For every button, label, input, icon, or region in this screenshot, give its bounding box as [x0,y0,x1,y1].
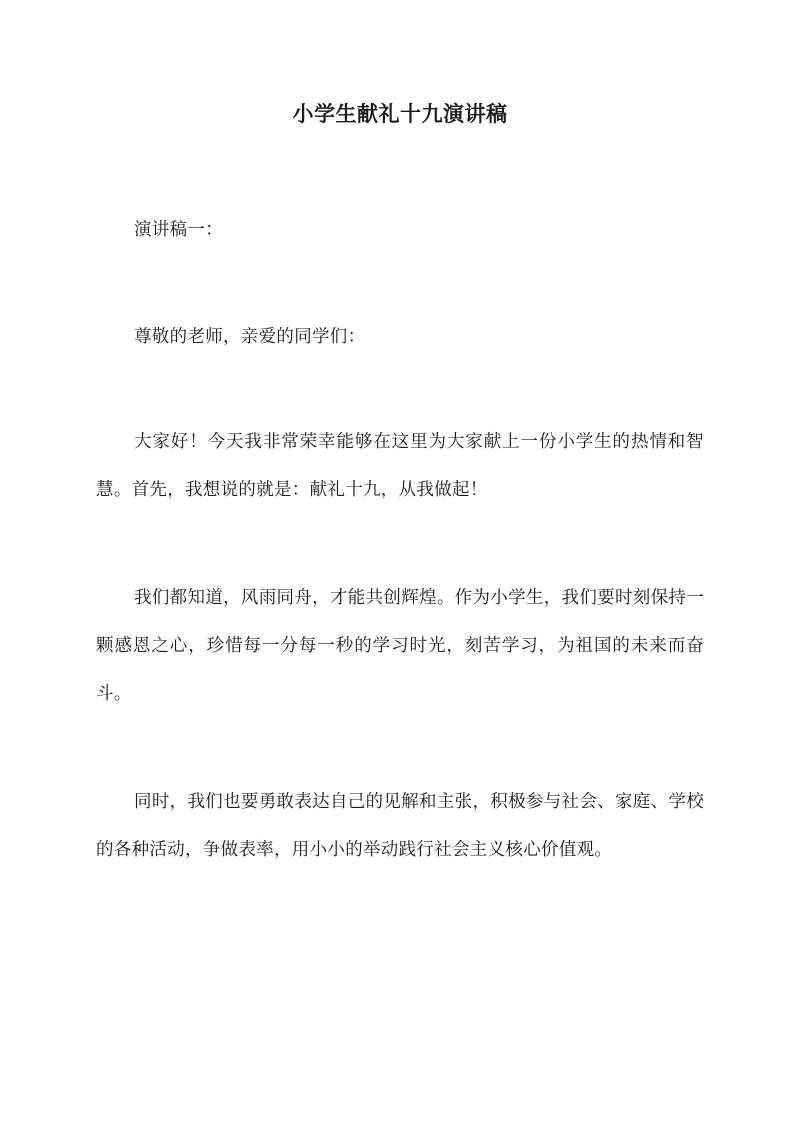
paragraph-body-1: 我们都知道，风雨同舟，才能共创辉煌。作为小学生，我们要时刻保持一颗感恩之心，珍惜每一分每一秒的学习时光，刻苦学习，为祖国的未来而奋斗。 [96,588,704,704]
document-title: 小学生献礼十九演讲稿 [292,101,508,126]
paragraph-body-2: 同时，我们也要勇敢表达自己的见解和主张，积极参与社会、家庭、学校的各种活动，争做表率，用小小的举动践行社会主义核心价值观。 [96,792,704,860]
paragraph-salutation: 尊敬的老师，亲爱的同学们： [134,327,366,347]
paragraph-speech-heading: 演讲稿一： [134,220,223,240]
paragraph-greeting: 大家好！今天我非常荣幸能够在这里为大家献上一份小学生的热情和智慧。首先，我想说的就是：献礼十九，从我做起！ [96,432,704,500]
